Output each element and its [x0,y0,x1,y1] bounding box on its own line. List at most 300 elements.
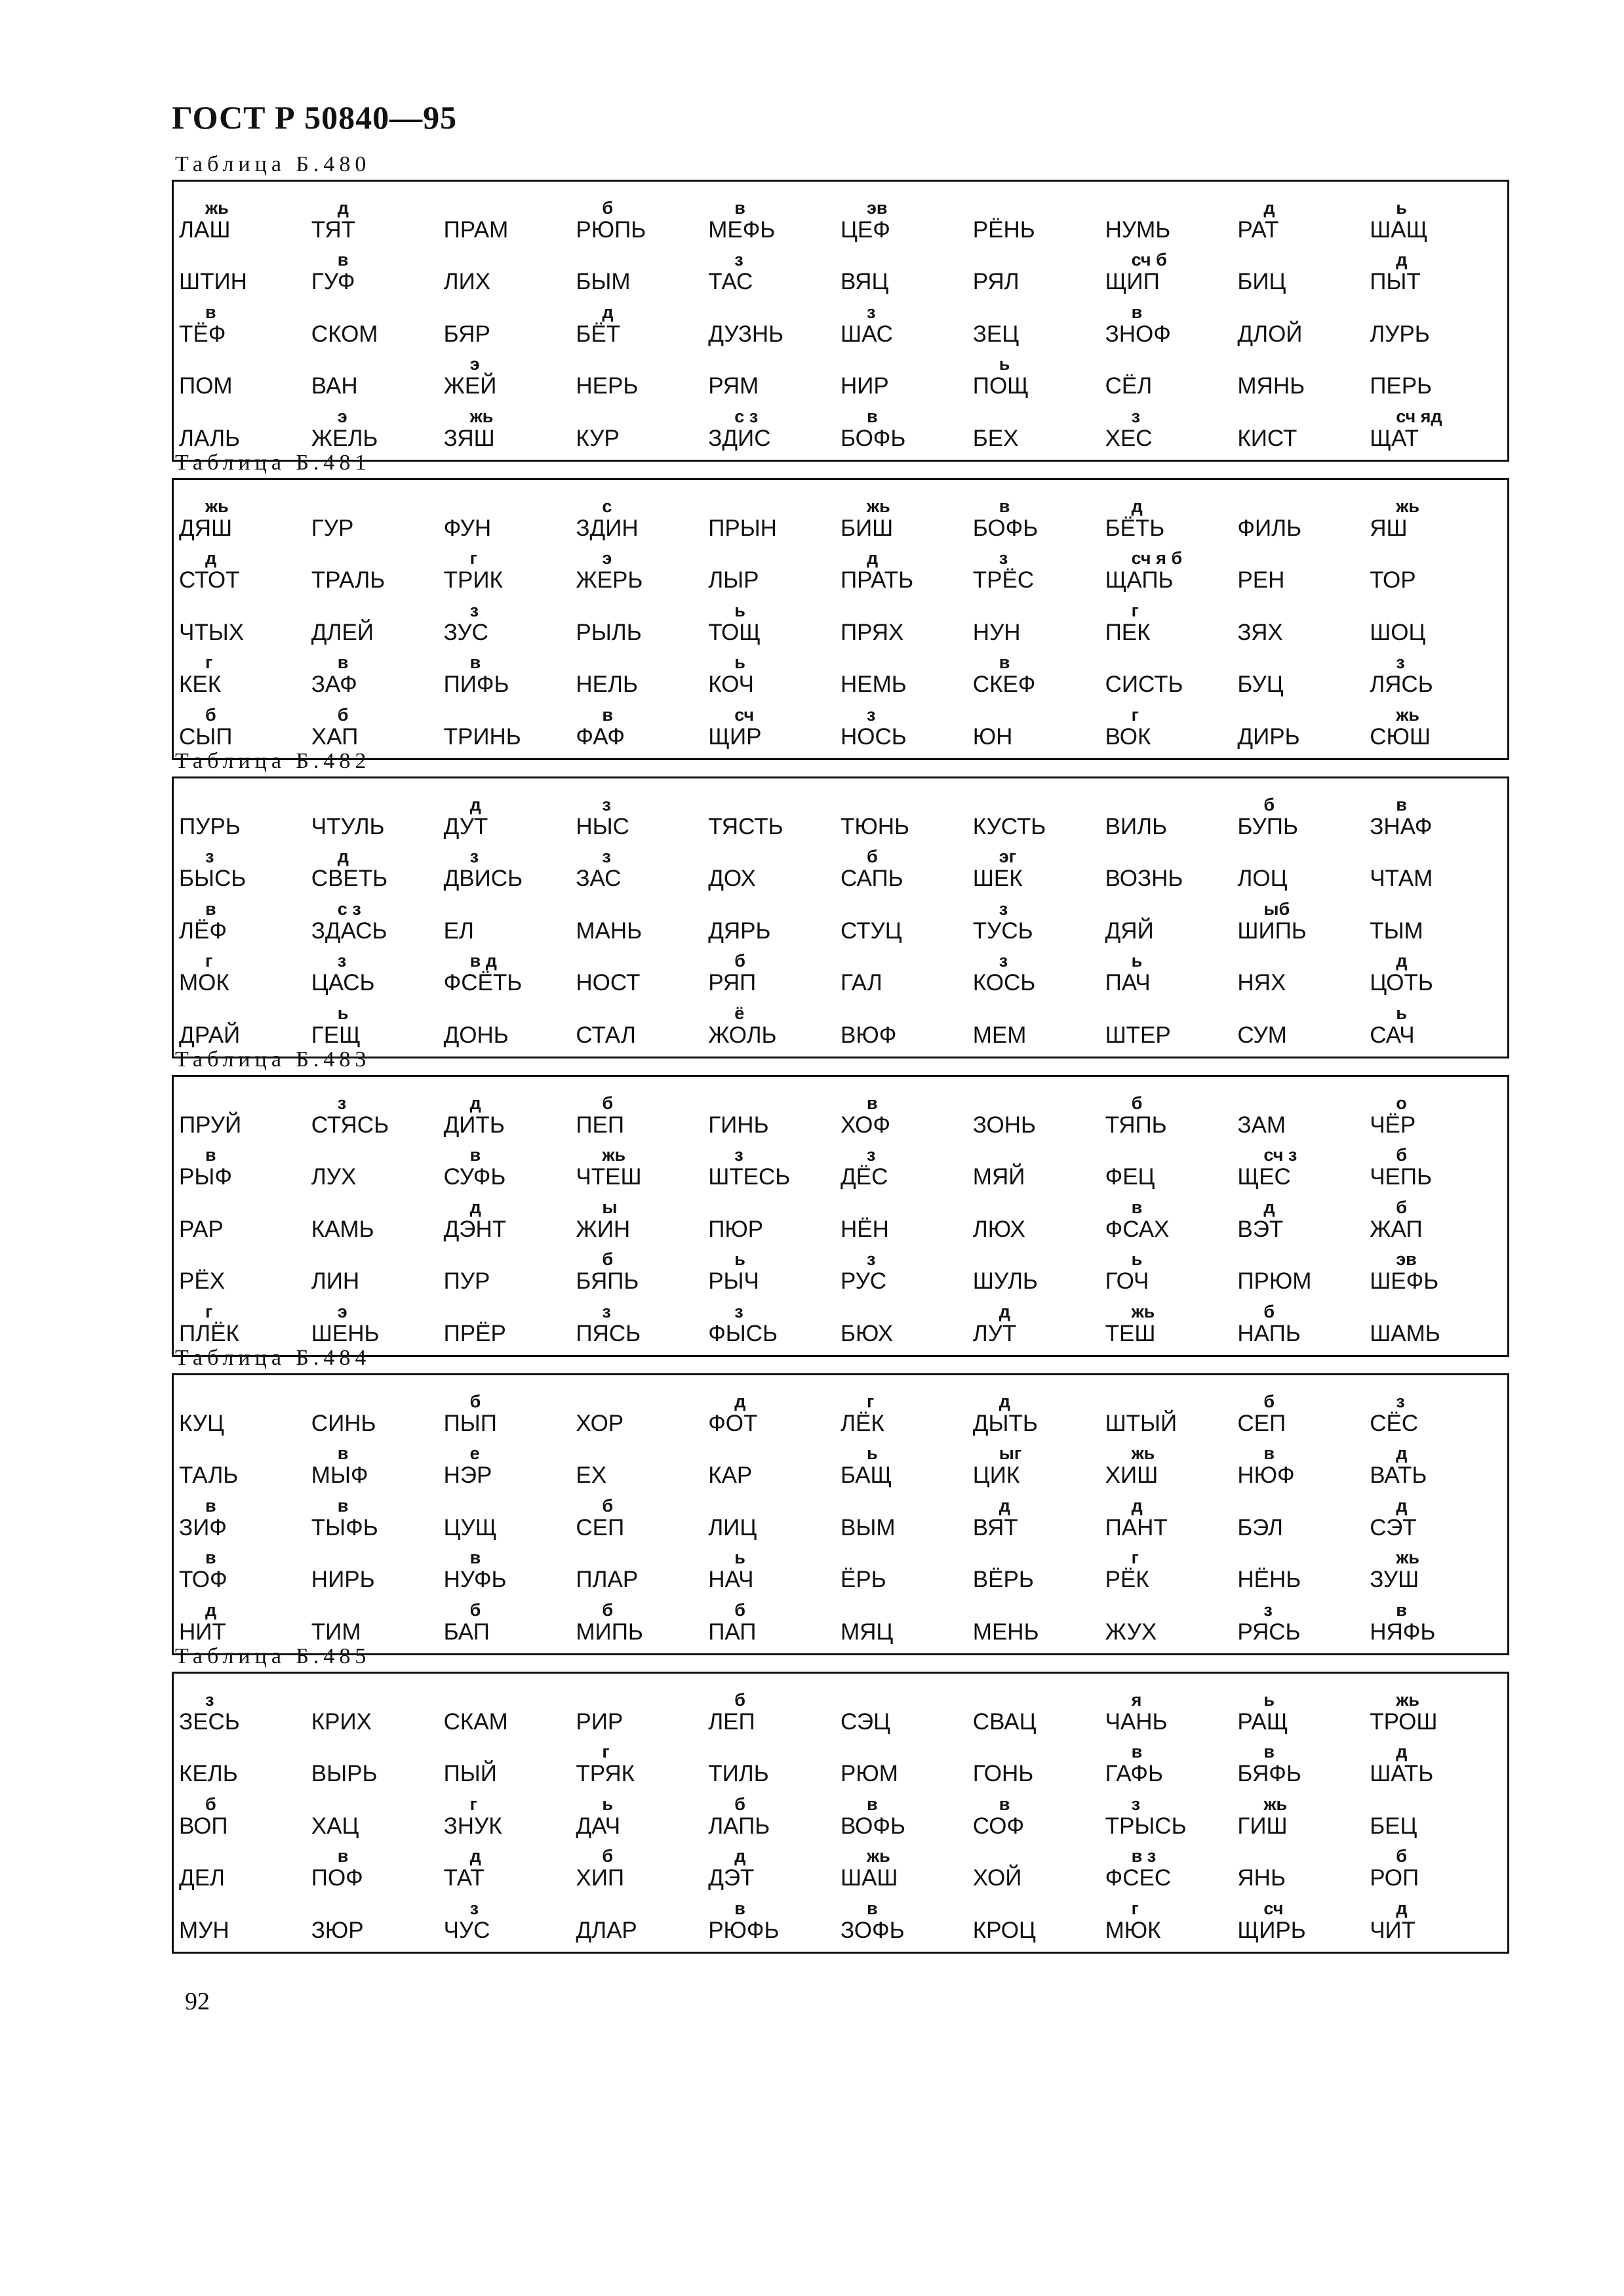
sound-mark [576,653,602,672]
syllable-word: ДЁС [841,1164,888,1190]
syllable-word: ПАП [708,1619,757,1645]
syllable-word: ГЕЩ [311,1022,361,1048]
table-block [172,748,1509,1058]
sound-mark [179,407,205,426]
word-cell [708,1593,841,1645]
table-box [172,776,1509,1058]
syllable-word: ЛИЦ [708,1514,757,1541]
sound-mark [973,1847,999,1865]
sound-mark: эг [999,847,1016,867]
word-cell [576,542,708,594]
syllable-word: ФЫСЬ [708,1320,778,1346]
sound-mark: б [1396,1145,1407,1165]
word-cell [841,1787,973,1840]
sound-mark: сч б [1131,250,1167,270]
word-cell [1370,892,1502,944]
sound-mark: г [1131,600,1139,620]
syllable-word: ЦИК [972,1462,1020,1489]
word-cell [1370,542,1502,594]
sound-mark [973,706,999,724]
syllable-word: КОСЬ [972,970,1036,996]
word-cell [1370,1541,1502,1594]
sound-mark [1237,952,1263,970]
word-cell [179,542,311,594]
word-cell [1237,892,1370,944]
word-cell [1105,1243,1238,1295]
syllable-word: НАПЬ [1237,1320,1301,1346]
word-cell [1237,1541,1370,1594]
syllable-word: ПРУЙ [179,1112,242,1138]
word-cell [576,892,708,944]
sound-mark: б [734,1600,745,1620]
sound-mark: б [602,197,614,218]
sound-mark: з [1131,1794,1141,1814]
sound-mark [179,1899,205,1918]
word-cell [1237,1787,1370,1840]
word-cell [708,594,841,646]
syllable-word: ЧЕПЬ [1370,1164,1432,1190]
word-cell [1370,1295,1502,1347]
syllable-word: ЗАМ [1237,1112,1286,1138]
sound-mark: з [999,951,1008,971]
syllable-word: БУЦ [1237,672,1284,698]
word-cell [1237,1138,1370,1191]
syllable-word: НУН [972,619,1021,645]
sound-mark: в [205,898,216,919]
sound-mark [1237,1004,1263,1022]
sound-mark: в [1263,1443,1275,1464]
sound-mark [1105,847,1132,866]
word-cell [1237,489,1370,542]
sound-mark [841,1601,867,1619]
word-cell [841,646,973,698]
word-cell [311,646,444,698]
sound-mark [576,251,602,269]
syllable-word: БЫСЬ [179,866,247,892]
sound-mark [1237,251,1263,269]
sound-mark [841,355,867,373]
sound-mark: я [1131,1689,1142,1710]
syllable-word: РЫЛЬ [576,619,642,645]
word-cell [444,1243,576,1295]
sound-mark [708,847,734,866]
word-cell [311,542,444,594]
word-cell [841,1086,973,1138]
sound-mark [1237,549,1263,567]
sound-mark: в з [1131,1846,1157,1866]
sound-mark: з [205,1689,214,1710]
syllable-word: НЫС [576,813,629,839]
sound-mark [179,1444,205,1462]
syllable-word: МЮК [1105,1917,1161,1943]
word-cell [444,348,576,400]
syllable-word: ЛЕП [708,1708,755,1735]
syllable-word: ДРАЙ [179,1022,241,1048]
syllable-word: ФСЁТЬ [443,970,523,996]
syllable-word: СТЯСЬ [311,1112,389,1138]
syllable-word: БИЦ [1237,269,1286,295]
word-cell [311,944,444,997]
syllable-word: ЗЯШ [443,425,495,451]
sound-mark [576,1392,602,1411]
word-cell [841,295,973,348]
syllable-word: ШУЛЬ [972,1268,1038,1295]
word-cell [179,1086,311,1138]
syllable-word: ГОНЬ [972,1761,1034,1787]
word-cell [708,1190,841,1243]
word-cell [444,1437,576,1489]
word-cell [444,944,576,997]
sound-mark: в [205,1495,216,1516]
sound-mark [841,952,867,970]
sound-mark: жь [1396,704,1419,725]
syllable-word: ТРЁС [972,567,1035,594]
word-cell [708,698,841,750]
syllable-word: ЯШ [1370,515,1408,541]
sound-mark [1105,796,1132,814]
syllable-word: КУСТЬ [972,813,1046,839]
word-cell [311,840,444,893]
sound-mark: жь [1131,1301,1155,1321]
sound-mark: в [337,250,349,270]
sound-mark: з [602,847,611,867]
sound-mark [179,1250,205,1268]
syllable-word: ПЛАР [576,1567,639,1593]
syllable-word: ЗДАСЬ [311,917,387,944]
word-cell [708,892,841,944]
word-cell [444,1190,576,1243]
word-cell [1105,594,1238,646]
syllable-word: ДЭНТ [443,1216,507,1242]
word-cell [1237,1593,1370,1645]
sound-mark [1105,1601,1132,1619]
syllable-word: ЦОТЬ [1370,970,1433,996]
syllable-word: ЩИР [708,723,762,750]
syllable-word: ЗДИС [708,425,771,451]
sound-mark [841,653,867,672]
sound-mark: д [1396,1495,1408,1516]
word-cell [973,542,1105,594]
sound-mark [1370,303,1396,321]
syllable-word: ЗЕСЬ [179,1708,240,1735]
sound-mark [973,1250,999,1268]
word-cell [179,1735,311,1788]
syllable-word: БОФЬ [841,425,906,451]
word-cell [1370,1384,1502,1437]
sound-mark: з [602,1301,611,1321]
word-cell [311,1243,444,1295]
word-cell [576,1437,708,1489]
sound-mark: в [205,302,216,322]
word-cell [1370,1840,1502,1892]
sound-mark [1370,355,1396,373]
syllable-word: ХОФ [841,1112,891,1138]
syllable-word: МЕМ [972,1022,1027,1048]
word-cell [841,1593,973,1645]
sound-mark [973,1899,999,1918]
word-cell [1105,840,1238,893]
syllable-word: БИШ [841,515,894,541]
syllable-word: ВЫМ [841,1514,896,1541]
sound-mark [311,355,338,373]
syllable-word: ПРЯХ [841,619,904,645]
word-cell [973,243,1105,296]
sound-mark: в [867,1093,878,1113]
syllable-word: СТАЛ [576,1022,636,1048]
syllable-word: ЛЯСЬ [1370,672,1433,698]
syllable-word: СОФ [972,1813,1025,1839]
sound-mark: жь [1396,1689,1419,1710]
word-cell [708,788,841,840]
word-cell [444,191,576,243]
sound-mark: б [734,1689,745,1710]
word-cell [1105,348,1238,400]
sound-mark: эв [867,197,888,218]
syllable-word: ФАФ [576,723,625,750]
sound-mark [444,497,470,515]
word-cell [1370,295,1502,348]
word-cell [973,399,1105,452]
syllable-word: ТЫФЬ [311,1514,378,1541]
word-cell [576,788,708,840]
word-cell [576,840,708,893]
word-cell [444,489,576,542]
sound-mark [708,1444,734,1462]
syllable-word: ЛАЛЬ [179,425,241,451]
word-cell [444,594,576,646]
word-cell [1370,594,1502,646]
word-cell [1237,399,1370,452]
word-cell [179,489,311,542]
word-cell [841,788,973,840]
syllable-word: ЛУХ [311,1164,357,1190]
syllable-word: ЖУХ [1105,1619,1157,1645]
sound-mark: д [1396,951,1408,971]
sound-mark: з [205,847,214,867]
sound-mark: з [1131,406,1141,426]
sound-mark [973,407,999,426]
sound-mark: б [1263,1301,1275,1321]
word-grid [179,489,1502,750]
sound-mark: ь [999,354,1010,374]
table-block [172,151,1509,462]
word-cell [841,1243,973,1295]
syllable-word: ЗОФЬ [841,1917,905,1943]
sound-mark [1237,653,1263,672]
sound-mark [179,601,205,620]
syllable-word: ТЕШ [1105,1320,1156,1346]
syllable-word: НЯХ [1237,970,1286,996]
syllable-word: ПЕРЬ [1370,373,1433,399]
sound-mark: д [205,548,217,569]
word-cell [311,1683,444,1735]
sound-mark: в [1396,1600,1407,1620]
syllable-word: РЮМ [841,1761,898,1787]
word-cell [311,996,444,1049]
sound-mark: д [469,1197,481,1217]
word-cell [179,191,311,243]
word-cell [1370,1683,1502,1735]
word-cell [576,1384,708,1437]
syllable-word: ХИШ [1105,1462,1159,1489]
word-cell [1237,348,1370,400]
syllable-word: ВЫРЬ [311,1761,378,1787]
sound-mark [444,1302,470,1321]
syllable-word: ВЯЦ [841,269,889,295]
sound-mark [311,601,338,620]
word-cell [1105,996,1238,1049]
syllable-word: ПУРЬ [179,813,241,839]
syllable-word: СВЕТЬ [311,866,388,892]
sound-mark: ы [602,1197,618,1217]
syllable-word: РАЩ [1237,1708,1288,1735]
word-cell [1105,788,1238,840]
word-cell [179,1384,311,1437]
sound-mark [973,1094,999,1112]
sound-mark [1237,355,1263,373]
sound-mark [311,1691,338,1709]
word-cell [1237,1683,1370,1735]
sound-mark [444,1742,470,1761]
syllable-word: ШТИН [179,269,247,295]
syllable-word: ВАТЬ [1370,1462,1427,1489]
sound-mark [444,1691,470,1709]
syllable-word: НОСЬ [841,723,907,750]
table-box [172,1672,1509,1954]
sound-mark: г [1131,1548,1139,1568]
sound-mark [973,1601,999,1619]
word-cell [973,646,1105,698]
table-caption: Таблица Б.481 [175,451,371,475]
sound-mark [1370,549,1396,567]
syllable-word: МЕФЬ [708,216,776,243]
syllable-word: ПЛЁК [179,1320,239,1346]
table-block [172,1046,1509,1357]
word-cell [444,1683,576,1735]
word-cell [179,348,311,400]
syllable-word: СЭЦ [841,1708,890,1735]
word-cell [179,1437,311,1489]
syllable-word: САПЬ [841,866,903,892]
syllable-word: СУМ [1237,1022,1287,1048]
word-cell [311,1735,444,1788]
syllable-word: КОЧ [708,672,754,698]
syllable-word: ЛИН [311,1268,360,1295]
syllable-word: КРИХ [311,1708,372,1735]
syllable-word: ТЮНЬ [841,813,909,839]
sound-mark: д [1131,496,1143,516]
sound-mark [1237,706,1263,724]
word-cell [1237,788,1370,840]
word-cell [1370,1190,1502,1243]
sound-mark: в [734,1898,745,1918]
word-cell [708,1384,841,1437]
syllable-word: ХАП [311,723,359,750]
word-cell [1105,892,1238,944]
word-cell [311,348,444,400]
syllable-word: НЭР [443,1462,492,1489]
sound-mark [841,900,867,918]
sound-mark [1105,653,1132,672]
sound-mark [311,1742,338,1761]
word-cell [311,1384,444,1437]
sound-mark: в д [469,951,497,971]
sound-mark [444,900,470,918]
syllable-word: ДВИСЬ [443,866,523,892]
syllable-word: РЁК [1105,1567,1149,1593]
word-cell [708,489,841,542]
sound-mark: в [337,1495,349,1516]
sound-mark: д [734,1391,746,1411]
sound-mark: ь [1131,1249,1143,1270]
word-cell [444,1086,576,1138]
syllable-word: СТУЦ [841,917,902,944]
word-cell [444,1138,576,1191]
sound-mark: ь [1396,1003,1407,1023]
table-caption: Таблица Б.480 [175,152,371,176]
word-cell [1370,1437,1502,1489]
word-cell [179,1683,311,1735]
word-cell [841,243,973,296]
syllable-word: ЧЁР [1370,1112,1416,1138]
sound-mark: жь [1263,1794,1288,1814]
syllable-word: БЭЛ [1237,1514,1283,1541]
word-cell [179,944,311,997]
syllable-word: ЛУТ [972,1320,1017,1346]
word-cell [1237,1190,1370,1243]
syllable-word: ЧАНЬ [1105,1708,1168,1735]
sound-mark [311,1250,338,1268]
table-caption: Таблица Б.485 [175,1644,371,1668]
sound-mark: б [602,1495,614,1516]
word-cell [311,1086,444,1138]
word-grid [179,1683,1502,1944]
word-cell [841,191,973,243]
sound-mark [973,796,999,814]
sound-mark: д [999,1301,1010,1321]
word-cell [179,892,311,944]
sound-mark: б [734,951,745,971]
sound-mark [311,1899,338,1918]
word-cell [444,1593,576,1645]
word-cell [1237,1295,1370,1347]
syllable-word: ШТЫЙ [1105,1410,1178,1436]
word-cell [1105,1593,1238,1645]
syllable-word: ЩЕС [1237,1164,1291,1190]
syllable-word: ЧТЕШ [576,1164,642,1190]
sound-mark [179,796,205,814]
sound-mark: з [867,302,876,322]
sound-mark [444,303,470,321]
word-cell [841,892,973,944]
syllable-word: ХЕС [1105,425,1153,451]
word-cell [973,1086,1105,1138]
word-cell [973,1243,1105,1295]
word-cell [576,1190,708,1243]
sound-mark [1237,601,1263,620]
word-cell [179,594,311,646]
sound-mark: з [337,951,347,971]
sound-mark [1105,1004,1132,1022]
word-cell [1370,399,1502,452]
word-cell [1237,1437,1370,1489]
word-cell [576,243,708,296]
word-cell [444,1541,576,1594]
word-cell [1105,1190,1238,1243]
sound-mark: ё [734,1003,745,1023]
syllable-word: ЛЫР [708,567,759,594]
word-cell [1237,594,1370,646]
